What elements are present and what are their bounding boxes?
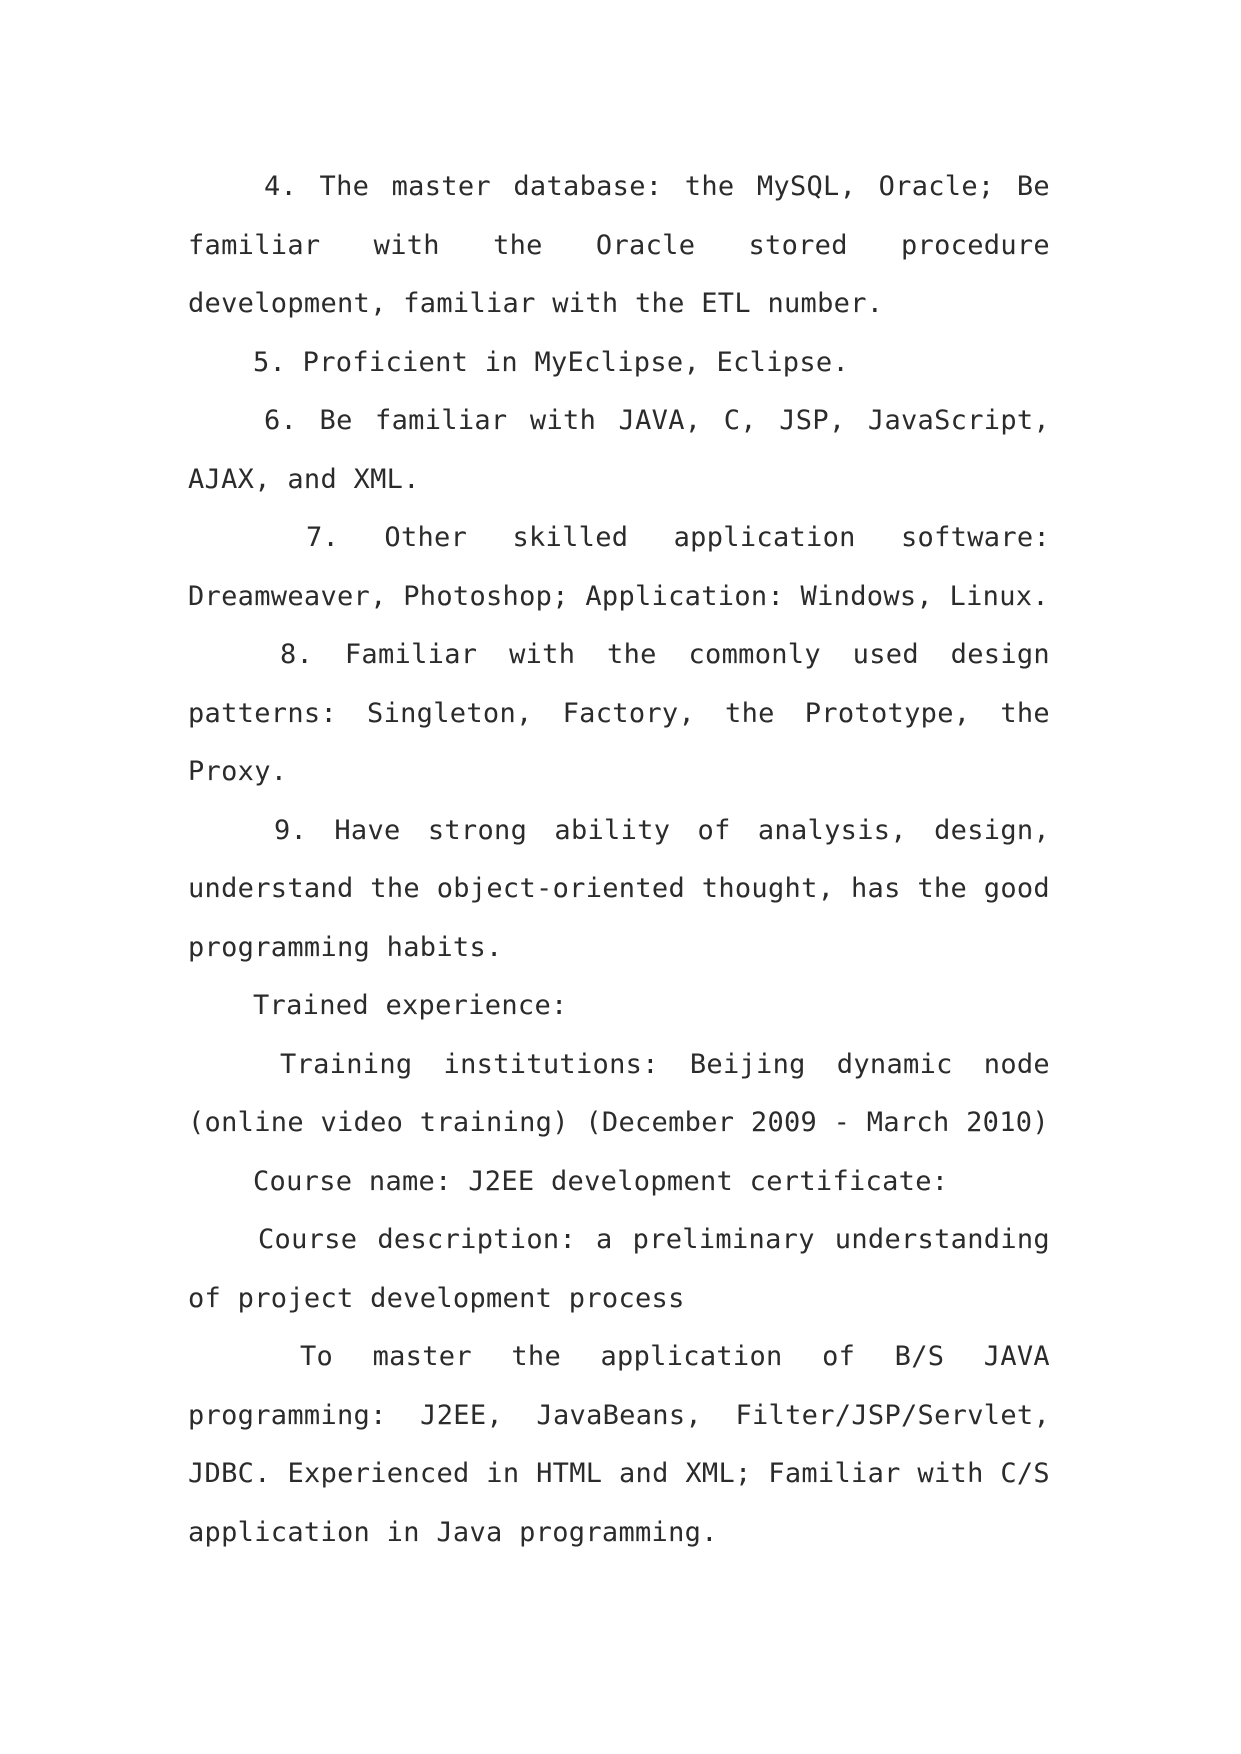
paragraph-course-mastery: To master the application of B/S JAVA programming: J2EE, JavaBeans, Filter/JSP/Servlet, JDBC. Experienced in HTML and XML; Familiar with C/S application in Java programming. — [188, 1341, 1050, 1548]
paragraph-course-name: Course name: J2EE development certificate: — [253, 1165, 949, 1197]
paragraph-skill-4: 4. The master database: the MySQL, Oracle; Be familiar with the Oracle stored procedure development, familiar with the ETL number. — [188, 171, 1050, 319]
paragraph-skill-6: 6. Be familiar with JAVA, C, JSP, JavaScript, AJAX, and XML. — [188, 405, 1050, 495]
paragraph-skill-7: 7. Other skilled application software: Dreamweaver, Photoshop; Application: Windows, Linux. — [188, 522, 1050, 612]
paragraph-course-description: Course description: a preliminary understanding of project development process — [188, 1224, 1050, 1314]
document-body — [188, 158, 1050, 1562]
paragraph-skill-9: 9. Have strong ability of analysis, design, understand the object-oriented thought, has the good programming habits. — [188, 814, 1050, 963]
paragraph-training-institution: Training institutions: Beijing dynamic node (online video training) (December 2009 - March 2010) — [188, 1048, 1050, 1138]
paragraph-skill-5: 5. Proficient in MyEclipse, Eclipse. — [253, 346, 849, 378]
paragraph-skill-8: 8. Familiar with the commonly used design patterns: Singleton, Factory, the Prototype, the Proxy. — [188, 639, 1050, 787]
section-heading-trained-experience: Trained experience: — [253, 990, 568, 1021]
